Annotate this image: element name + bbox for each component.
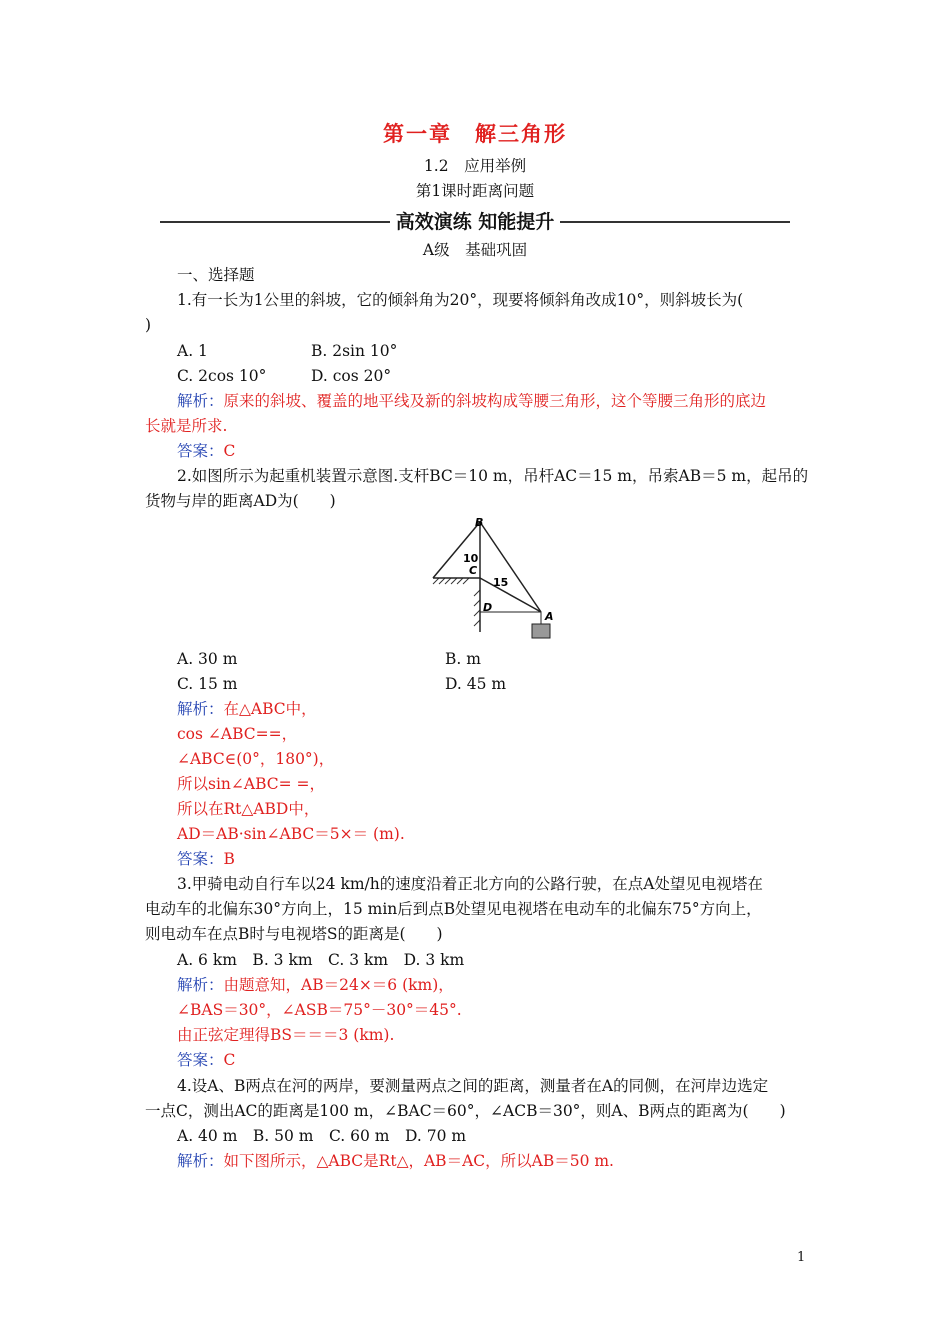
part-heading: 一、选择题: [177, 266, 255, 284]
q2-option-d: D. 45 m: [445, 675, 507, 693]
ground-hatch: [433, 578, 480, 626]
label-a: A: [545, 610, 554, 623]
q3-stem-line3: 则电动车在点B时与电视塔S的距离是( ): [145, 925, 443, 943]
section-title: 1.2 应用举例: [423, 157, 527, 175]
q2-analysis-line3: ∠ABC∈(0°，180°)，: [177, 750, 335, 768]
q4-stem-line1: 4.设A、B两点在河的两岸，要测量两点之间的距离，测量者在A的同侧，在河岸边选定: [177, 1077, 769, 1095]
q2-analysis-text1: 在△ABC中，: [223, 700, 317, 718]
q2-option-a: A. 30 m: [177, 650, 238, 668]
crane-figure: [425, 512, 565, 644]
label-c: C: [469, 564, 478, 577]
q2-answer-value: B: [223, 850, 235, 868]
q1-analysis-line1: [177, 391, 766, 411]
chapter-title: 第一章 解三角形: [383, 121, 567, 146]
q1-stem-line2: ): [145, 316, 152, 334]
q3-stem-line1: 3.甲骑电动自行车以24 km/h的速度沿着正北方向的公路行驶，在点A处望见电视塔在: [177, 875, 763, 893]
page-number: 1: [797, 1250, 806, 1265]
label-ac-length: 15: [493, 576, 509, 589]
level-title: A级 基础巩固: [422, 241, 528, 259]
q1-answer-label: 答案：: [177, 442, 224, 460]
q4-analysis-text1: 如下图所示，△ABC是Rt△，AB＝AC，所以AB＝50 m.: [223, 1152, 614, 1170]
q3-options: A. 6 km B. 3 km C. 3 km D. 3 km: [177, 951, 465, 969]
q3-answer-label: 答案：: [177, 1051, 224, 1069]
banner-text: 高效演练 知能提升: [160, 210, 790, 234]
q3-answer-value: C: [223, 1051, 236, 1069]
q3-answer: [177, 1050, 235, 1070]
q1-answer: [177, 441, 235, 461]
q2-analysis-line4: 所以sin∠ABC= =，: [177, 775, 326, 793]
q3-analysis-line2: ∠BAS＝30°，∠ASB＝75°－30°＝45°.: [177, 1001, 462, 1019]
q1-option-d: D. cos 20°: [311, 367, 392, 385]
q3-analysis-line1: [177, 975, 454, 995]
q4-analysis-line1: [177, 1151, 614, 1171]
q2-stem-line2: 货物与岸的距离AD为( ): [145, 492, 336, 510]
q1-option-c: C. 2cos 10°: [177, 367, 267, 385]
q2-analysis-line6: AD＝AB·sin∠ABC＝5×＝ (m).: [177, 825, 405, 843]
q2-analysis-line1: [177, 699, 317, 719]
q3-stem-line2: 电动车的北偏东30°方向上，15 min后到点B处望见电视塔在电动车的北偏东75°方向上，: [145, 900, 762, 918]
q3-analysis-label: 解析：: [177, 976, 224, 994]
label-d: D: [483, 601, 493, 614]
q2-option-b: B. m: [445, 650, 481, 668]
q1-analysis-label: 解析：: [177, 392, 224, 410]
q2-analysis-line5: 所以在Rt△ABD中，: [177, 800, 320, 818]
q1-stem-line1: 1.有一长为1公里的斜坡，它的倾斜角为20°，现要将倾斜角改成10°，则斜坡长为(: [177, 291, 744, 309]
label-bc-length: 10: [463, 552, 479, 565]
q4-stem-line2: 一点C，测出AC的距离是100 m，∠BAC＝60°，∠ACB＝30°，则A、B两点的距离为( ): [145, 1102, 786, 1120]
lesson-title: 第1课时距离问题: [415, 182, 535, 200]
q2-option-c: C. 15 m: [177, 675, 238, 693]
q1-option-b: B. 2sin 10°: [311, 342, 398, 360]
banner: [160, 210, 790, 234]
q1-analysis-line2: 长就是所求.: [145, 417, 228, 435]
cargo-box: [532, 624, 550, 638]
q1-answer-value: C: [223, 442, 236, 460]
q4-options: A. 40 m B. 50 m C. 60 m D. 70 m: [177, 1127, 467, 1145]
q2-stem-line1: 2.如图所示为起重机装置示意图.支杆BC＝10 m，吊杆AC＝15 m，吊索AB＝5 m，起吊的: [177, 467, 809, 485]
q3-analysis-line3: 由正弦定理得BS＝＝＝3 (km).: [177, 1026, 395, 1044]
q3-analysis-text1: 由题意知，AB＝24×＝6 (km)，: [223, 976, 454, 994]
q2-analysis-label: 解析：: [177, 700, 224, 718]
segment-ab: [480, 522, 541, 612]
q1-option-a: A. 1: [177, 342, 208, 360]
q4-analysis-label: 解析：: [177, 1152, 224, 1170]
q2-analysis-line2: cos ∠ABC==，: [177, 725, 298, 743]
q2-answer-label: 答案：: [177, 850, 224, 868]
label-b: B: [475, 516, 484, 529]
q1-analysis-text1: 原来的斜坡、覆盖的地平线及新的斜坡构成等腰三角形，这个等腰三角形的底边: [223, 392, 767, 410]
q2-answer: [177, 849, 235, 869]
